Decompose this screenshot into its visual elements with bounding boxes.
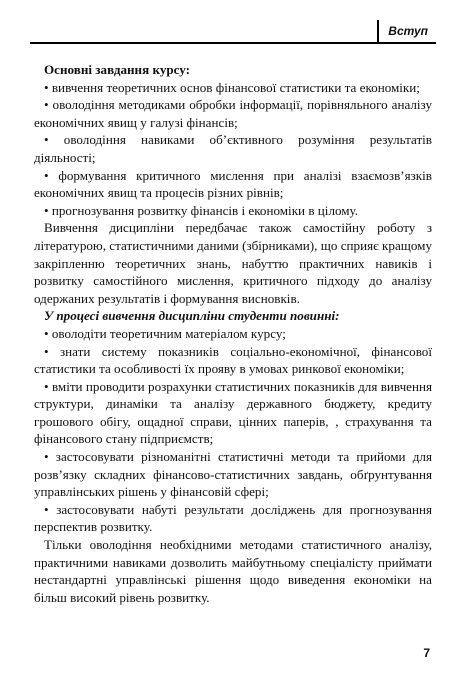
task-item: [34, 79, 432, 97]
task-item: [34, 167, 432, 202]
requirement-text: вміти проводити розрахунки статистичних показників для вивчення структури, динаміки та аналізу державного бюджету, кредиту грошового обігу, ощадної справи, цінних паперів, , страхування та фінансового стану підприємств;: [34, 378, 432, 447]
requirement-item: [34, 325, 432, 343]
section-title: Вступ: [377, 20, 436, 42]
students-heading-text: У процесі вивчення дисципліни студенти повинні:: [44, 308, 340, 324]
task-text: прогнозування розвитку фінансів і економіки в цілому.: [51, 202, 359, 218]
bullet-icon: •: [44, 343, 49, 359]
requirement-text: знати систему показників соціально-економічної, фінансової статистики та особливості їх прояву в умовах ринкової економіки;: [34, 343, 432, 377]
requirement-item: [34, 378, 432, 448]
bullet-icon: •: [44, 325, 49, 341]
requirement-item: [34, 448, 432, 501]
requirement-text: застосовувати набуті результати досліджень для прогнозування перспектив розвитку.: [34, 501, 432, 535]
task-text: вивчення теоретичних основ фінансової статистики та економіки;: [51, 79, 420, 95]
bullet-icon: •: [44, 97, 49, 113]
requirement-text: застосовувати різноманітні статистичні методи та прийоми для розв’язку складних фінансово-статистичних завдань, обґрунтування управлінських рішень у фінансовій сфері;: [34, 449, 432, 500]
bullet-icon: •: [44, 79, 49, 95]
task-text: формування критичного мислення при аналізі взаємозв’язків економічних явищ та процесів різних рівнів;: [34, 167, 432, 201]
task-item: [34, 96, 432, 131]
students-heading: [34, 307, 432, 325]
bullet-icon: •: [44, 167, 49, 183]
final-paragraph: Тільки оволодіння необхідними методами статистичного аналізу, практичними навиками дозволить майбутньому спеціалісту приймати нестандартні управлінські рішення щодо виведення економіки на більш високий рівень розвитку.: [34, 537, 432, 605]
page-body: [34, 61, 432, 606]
page-number: 7: [423, 646, 430, 660]
tasks-heading: Основні завдання курсу:: [44, 62, 191, 77]
bullet-icon: •: [44, 132, 49, 148]
bullet-icon: •: [44, 202, 49, 218]
task-item: [34, 131, 432, 166]
bullet-icon: •: [44, 501, 49, 517]
bullet-icon: •: [44, 449, 49, 465]
running-header: [30, 20, 436, 44]
task-text: оволодіння методиками обробки інформації, порівняльного аналізу економічних явищ у галузі фінансів;: [34, 97, 432, 130]
requirement-item: [34, 501, 432, 536]
task-text: оволодіння навиками об’єктивного розуміння результатів діяльності;: [34, 132, 432, 165]
requirement-item: [34, 343, 432, 378]
requirement-text: оволодіти теоретичним матеріалом курсу;: [51, 325, 286, 341]
bullet-icon: •: [44, 378, 49, 394]
task-item: [34, 202, 432, 220]
study-paragraph: Вивчення дисципліни передбачає також самостійну роботу з літературою, статистичними даними (збірниками), що сприяє кращому закріпленню теоретичних знань, набуттю практичних навиків і розвитку самостійного мислення, критичного підходу до аналізу одержаних результатів і формування висновків.: [34, 220, 432, 306]
